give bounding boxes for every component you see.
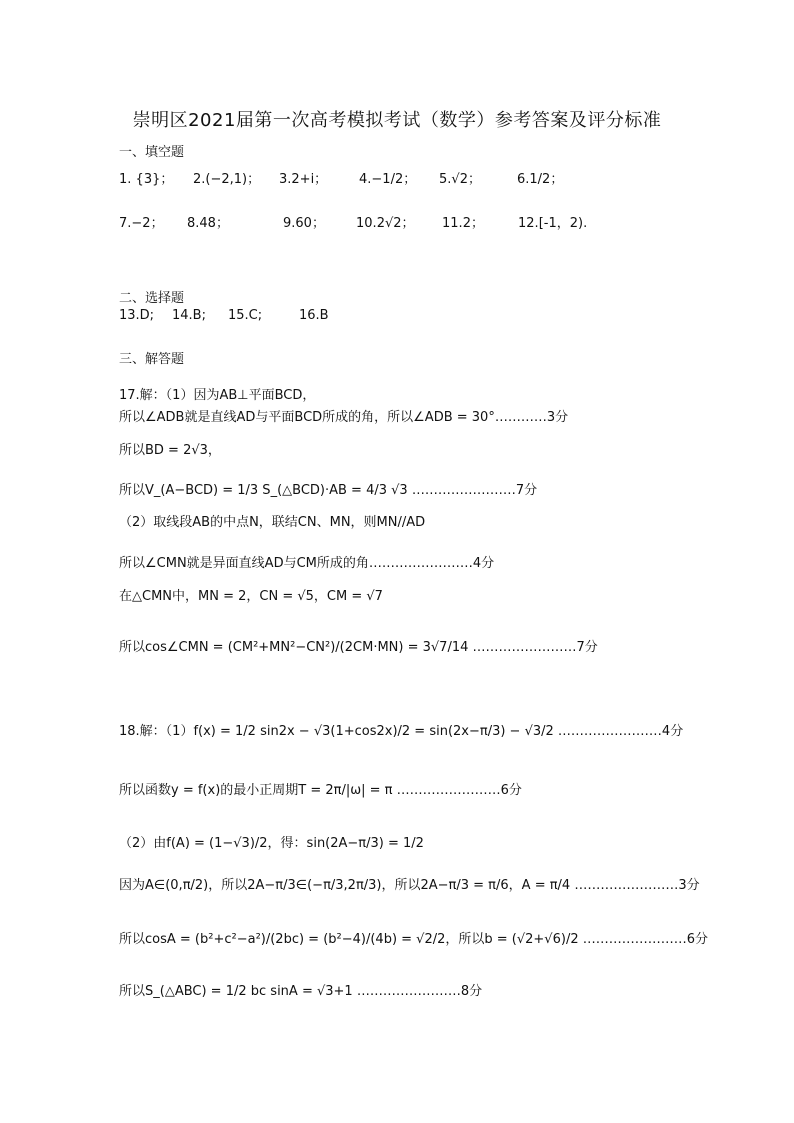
choice-answer-16: 16.B	[299, 308, 329, 323]
fill-answer-12: 12.[-1，2).	[518, 216, 588, 231]
fill-answer-8: 8.48；	[187, 216, 229, 231]
fill-answer-4: 4.−1/2；	[359, 172, 417, 187]
q17-line-5: （2）取线段AB的中点N，联结CN、MN，则MN//AD	[119, 515, 426, 530]
q17-line-4: 所以V_(A−BCD) = 1/3 S_(△BCD)·AB = 4/3 √3 ……………………7分	[119, 483, 538, 498]
q17-line-1: 17.解：（1）因为AB⊥平面BCD，	[119, 388, 316, 403]
q18-line-6: 所以S_(△ABC) = 1/2 bc sinA = √3+1 ……………………8分	[119, 984, 483, 999]
fill-answer-11: 11.2；	[442, 216, 484, 231]
fill-answer-5: 5.√2；	[439, 172, 481, 187]
section-solve-heading: 三、解答题	[119, 352, 185, 367]
q18-line-3: （2）由f(A) = (1−√3)/2，得：sin(2A−π/3) = 1/2	[119, 836, 424, 851]
choice-answer-14: 14.B;	[172, 308, 206, 323]
fill-answer-6: 6.1/2；	[517, 172, 564, 187]
q18-line-2: 所以函数y = f(x)的最小正周期T = 2π/|ω| = π ……………………6分	[119, 783, 522, 798]
q17-line-7: 在△CMN中，MN = 2，CN = √5，CM = √7	[119, 589, 383, 604]
fill-answer-1: 1. {3}；	[119, 172, 174, 187]
q17-line-8: 所以cos∠CMN = (CM²+MN²−CN²)/(2CM·MN) = 3√7/14 ……………………7分	[119, 640, 598, 655]
fill-answer-10: 10.2√2；	[356, 216, 415, 231]
fill-answer-9: 9.60；	[283, 216, 325, 231]
fill-answer-3: 3.2+i；	[279, 172, 328, 187]
page-title: 崇明区2021届第一次高考模拟考试（数学）参考答案及评分标准	[132, 110, 662, 131]
q18-line-4: 因为A∈(0,π/2)，所以2A−π/3∈(−π/3,2π/3)，所以2A−π/3 = π/6，A = π/4 ……………………3分	[119, 878, 700, 893]
fill-answer-2: 2.(−2,1)；	[193, 172, 261, 187]
q18-line-5: 所以cosA = (b²+c²−a²)/(2bc) = (b²−4)/(4b) = √2/2，所以b = (√2+√6)/2 ……………………6分	[119, 932, 708, 947]
section-choice-heading: 二、选择题	[119, 291, 185, 306]
fill-answer-7: 7.−2；	[119, 216, 164, 231]
q17-line-3: 所以BD = 2√3，	[119, 443, 221, 458]
q18-line-1: 18.解：（1）f(x) = 1/2 sin2x − √3(1+cos2x)/2 = sin(2x−π/3) − √3/2 ……………………4分	[119, 724, 684, 739]
choice-answer-15: 15.C;	[228, 308, 263, 323]
q17-line-2: 所以∠ADB就是直线AD与平面BCD所成的角，所以∠ADB = 30°…………3分	[119, 410, 569, 425]
q17-line-6: 所以∠CMN就是异面直线AD与CM所成的角……………………4分	[119, 556, 495, 571]
choice-answer-13: 13.D;	[119, 308, 155, 323]
section-fill-heading: 一、填空题	[119, 145, 185, 160]
